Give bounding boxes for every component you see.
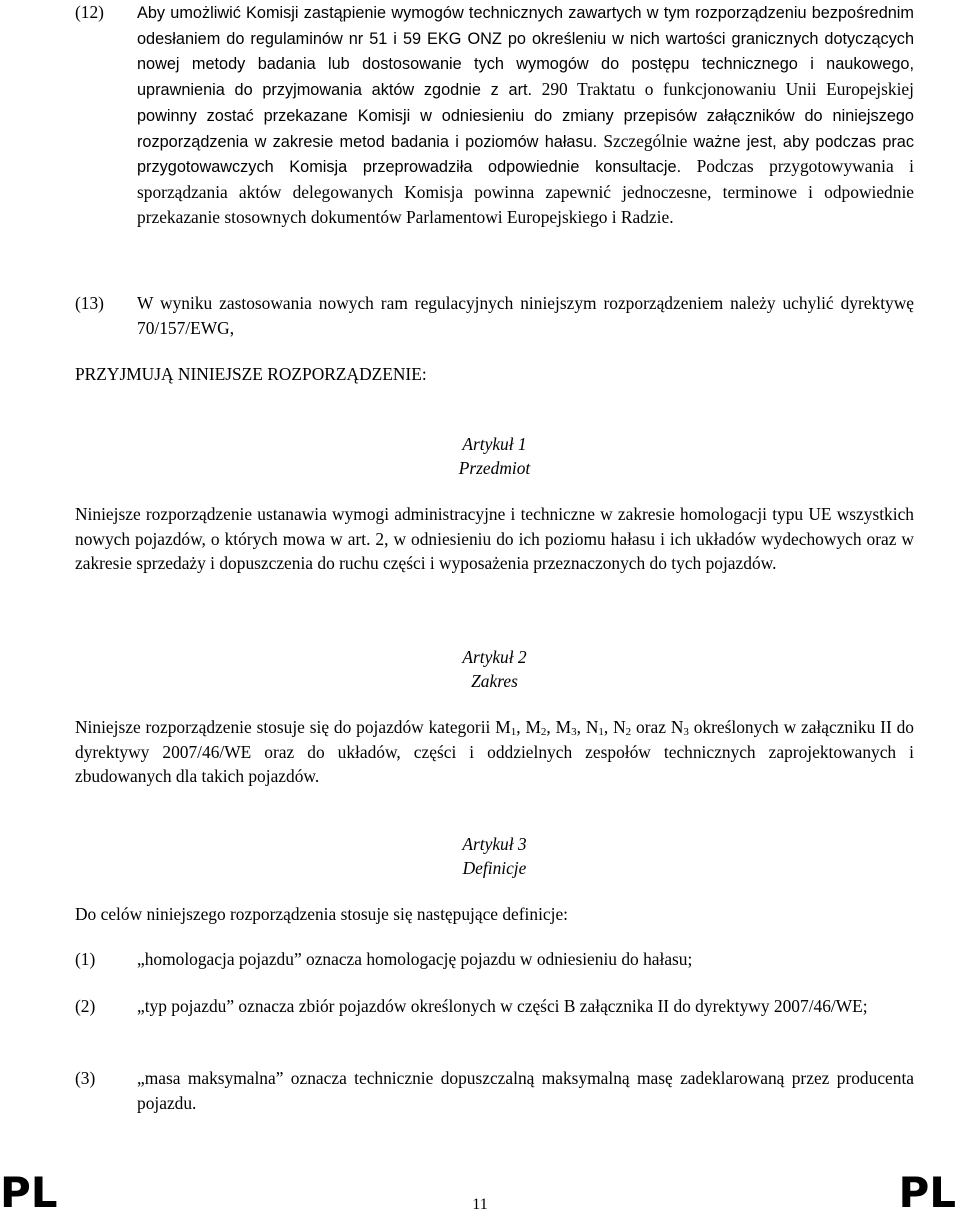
article-3-intro: Do celów niniejszego rozporządzenia stosuje się następujące definicje: bbox=[75, 904, 569, 924]
vehicle-category: $M_2$, bbox=[525, 717, 551, 738]
adoption-formula: PRZYJMUJĄ NINIEJSZE ROZPORZĄDZENIE: bbox=[75, 364, 427, 384]
footer-language-left: PL bbox=[0, 1168, 58, 1217]
recital-number: (13) bbox=[75, 293, 104, 313]
definition-1 bbox=[75, 947, 914, 972]
article-1-text: Niniejsze rozporządzenie ustanawia wymogi administracyjne i techniczne w zakresie homologacji typu UE wszystkich nowych pojazdów, o których mowa w art. 2, w odniesieniu do ich poziomu hałasu i ich układów wydechowych oraz w zakresie sprzedaży i dopuszczenia do ruchu części i wyposażenia przeznaczonych do tych pojazdów. bbox=[75, 504, 914, 574]
definition-text: „masa maksymalna” oznacza technicznie dopuszczalną maksymalną masę zadeklarowaną przez producenta pojazdu. bbox=[137, 1068, 914, 1113]
recital-12 bbox=[75, 0, 914, 229]
definition-number: (3) bbox=[75, 1068, 96, 1088]
recital-text: W wyniku zastosowania nowych ram regulacyjnych niniejszym rozporządzeniem należy uchylić dyrektywę 70/157/EWG, bbox=[137, 293, 914, 338]
vehicle-category: $M_1$, bbox=[495, 717, 521, 738]
article-3-subtitle: Definicje bbox=[462, 858, 527, 878]
article-1-title: Artykuł 1 bbox=[462, 434, 527, 454]
vehicle-category: $N_1$, bbox=[585, 717, 609, 738]
recital-13 bbox=[75, 291, 914, 340]
vehicle-category: $M_3$, bbox=[555, 717, 581, 738]
article-3-title: Artykuł 3 bbox=[462, 834, 527, 854]
recital-text: Aby umożliwić Komisji zastąpienie wymogów technicznych zawartych w tym rozporządzeniu bezpośrednim odesłaniem do regulaminów nr 51 i 59 EKG ONZ po określeniu w nich wartości granicznych dotyczących nowej metody badania lub dostosowanie tych wymogów do postępu technicznego i naukowego, uprawnienia do przyjmowania aktów zgodnie z art. 290 Traktatu o funkcjonowaniu Unii Europejskiej powinny zostać przekazane Komisji w odniesieniu do zmiany przepisów załączników do niniejszego rozporządzenia w zakresie metod badania i poziomów hałasu. Szczególnie ważne jest, aby podczas prac przygotowawczych Komisja przeprowadziła odpowiednie konsultacje. Podczas przygotowywania i sporządzania aktów delegowanych Komisja powinna zapewnić jednoczesne, terminowe i odpowiednie przekazanie stosownych dokumentów Parlamentowi Europejskiego i Radzie. bbox=[137, 4, 915, 227]
page-number: 11 bbox=[472, 1196, 488, 1213]
footer-language-right: PL bbox=[898, 1168, 956, 1217]
recital-number: (12) bbox=[75, 2, 104, 22]
definition-2 bbox=[75, 994, 914, 1019]
definition-3 bbox=[75, 1066, 914, 1115]
definition-text: „typ pojazdu” oznacza zbiór pojazdów określonych w części B załącznika II do dyrektywy 2007/46/WE; bbox=[137, 996, 868, 1016]
definition-number: (2) bbox=[75, 996, 96, 1016]
article-2-title: Artykuł 2 bbox=[462, 647, 527, 667]
definition-text: „homologacja pojazdu” oznacza homologację pojazdu w odniesieniu do hałasu; bbox=[137, 949, 693, 969]
vehicle-category: $N_2$ bbox=[613, 717, 632, 738]
definition-number: (1) bbox=[75, 949, 96, 969]
article-2-text: Niniejsze rozporządzenie stosuje się do pojazdów kategorii $M_1$, $M_2$, $M_3$, $N_1$, $N_2$ oraz $N_3$ określonych w załączniku II do dyrektywy 2007/46/WE oraz do układów, części i oddzielnych zespołów technicznych zaprojektowanych i zbudowanych dla takich pojazdów. bbox=[75, 717, 914, 787]
vehicle-category: $N_3$ bbox=[670, 717, 689, 738]
article-1-subtitle: Przedmiot bbox=[458, 458, 531, 478]
article-2-subtitle: Zakres bbox=[471, 671, 518, 691]
